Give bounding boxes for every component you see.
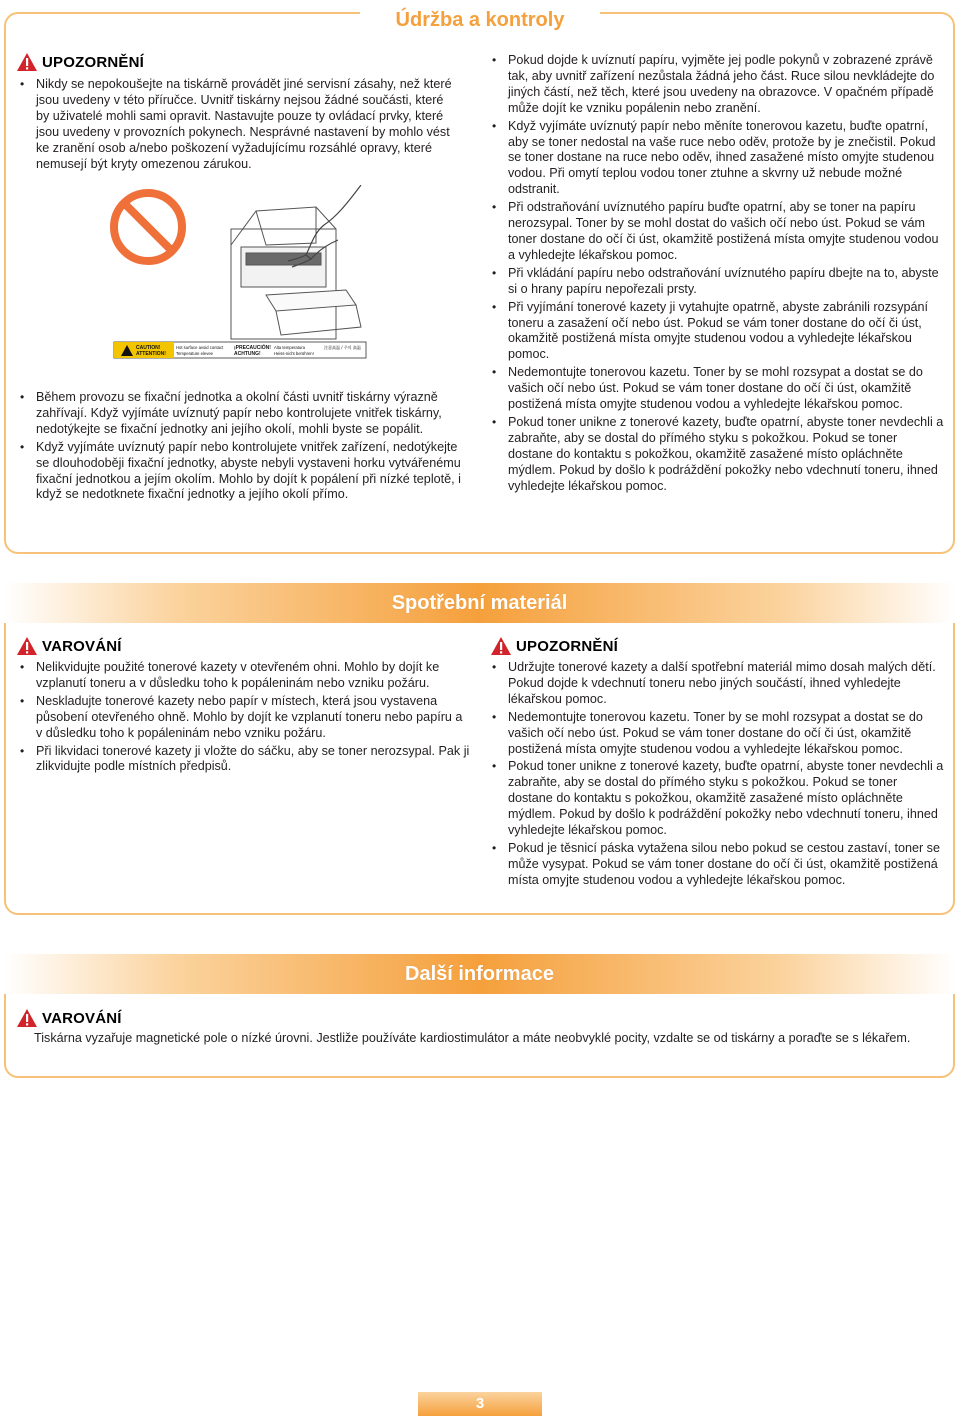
consumables-title: Spotřební materiál	[391, 592, 568, 614]
list-item: • Při vyjímání tonerové kazety ji vytahujte opatrně, abyste zabránili rozsypání toneru a zasažení očí nebo úst. Pokud se vám toner dostane do očí či úst, okamžitě postižená místa omyjte studenou vodou a vyhledejte lékařskou pomoc.	[490, 300, 945, 364]
list-item: • Neskladujte tonerové kazety nebo papír v místech, která jsou vystavena působení otevřeného ohně. Mohlo by dojít ke vzplanutí toneru nebo papíru a v důsledku toho k popáleninám nebo vzniku požáru.	[18, 694, 470, 742]
more-info-title: Další informace	[405, 963, 554, 985]
consumables-header	[4, 583, 955, 623]
svg-text:Alta temperatura: Alta temperatura	[274, 345, 305, 350]
printer-drawing	[231, 207, 361, 339]
list-item: • Nelikvidujte použité tonerové kazety v otevřeném ohni. Mohlo by dojít ke vzplanutí toneru a v důsledku toho k popáleninám nebo vzniku požáru.	[18, 660, 470, 692]
illustration-printer-no-touch	[106, 185, 368, 375]
svg-text:Heiss-nicht berühren!: Heiss-nicht berühren!	[274, 351, 314, 356]
page-number: 3	[418, 1392, 542, 1416]
more-info-warning-heading: VAROVÁNÍ	[16, 1008, 122, 1028]
svg-text:Temperature elevee: Temperature elevee	[176, 351, 214, 356]
warning-triangle-icon	[16, 1008, 38, 1028]
consumables-caution-heading: UPOZORNĚNÍ	[490, 636, 618, 656]
list-item: • Během provozu se fixační jednotka a okolní části uvnitř tiskárny výrazně zahřívají. Když vyjímáte uvíznutý papír nebo kontrolujete vnitřek tiskárny, nedotýkejte se fixační jednotky ani jejího okolí, mohli byste se popálit.	[18, 390, 468, 438]
list-item: • Pokud toner unikne z tonerové kazety, buďte opatrní, abyste toner nevdechli a zabraňte, aby se dostal do přímého styku s pokožkou. Pokud se toner dostane do kontaktu s pokožkou, okamžitě zasažené místo opláchněte mýdlem. Pokud by došlo k podráždění pokožky nebo vdechnutí toneru, ihned vyhledejte lékařskou pomoc.	[490, 415, 945, 495]
maintenance-left-list	[18, 390, 468, 505]
svg-text:注意高温 / 주의 高温: 注意高温 / 주의 高温	[324, 345, 361, 350]
more-info-header	[4, 954, 955, 994]
maintenance-caution-heading: UPOZORNĚNÍ	[16, 52, 144, 72]
consumables-warning-heading: VAROVÁNÍ	[16, 636, 122, 656]
maintenance-intro-list	[18, 77, 458, 174]
consumables-right-list	[490, 660, 945, 891]
list-item: • Pokud toner unikne z tonerové kazety, buďte opatrní, abyste toner nevdechli a zabraňte, aby se dostal do přímého styku s pokožkou. Pokud se toner dostane do kontaktu s pokožkou, okamžitě zasažené místo opláchněte mýdlem. Pokud by došlo k podráždění pokožky nebo vdechnutí toneru, ihned vyhledejte lékařskou pomoc.	[490, 759, 945, 839]
list-item: • Pokud je těsnicí páska vytažena silou nebo pokud se cestou zastaví, toner se může vysypat. Pokud se vám toner dostane do očí či úst, okamžitě postižená místa omyjte studenou vodou a vyhledejte lékařskou pomoc.	[490, 841, 945, 889]
list-item: • Nedemontujte tonerovou kazetu. Toner by se mohl rozsypat a dostat se do vašich očí nebo úst. Pokud se vám toner dostane do očí či úst, okamžitě postižená místa omyjte studenou vodou a vyhledejte lékařskou pomoc.	[490, 365, 945, 413]
list-item: • Pokud dojde k uvíznutí papíru, vyjměte jej podle pokynů v zobrazené zprávě tak, aby uvnitř zařízení nezůstala žádná jeho část. Ruce silou nevkládejte do jiných částí, než těch, které jsou uvedeny na obrazovce. V opačném případě může dojít ke vzniku popálenin nebo zranění.	[490, 53, 945, 117]
maintenance-title: Údržba a kontroly	[360, 6, 600, 34]
consumables-left-list	[18, 660, 470, 777]
warning-triangle-icon	[16, 52, 38, 72]
more-info-text: Tiskárna vyzařuje magnetické pole o nízké úrovni. Jestliže používáte kardiostimulátor a máte neobvyklé pocity, vzdalte se od tiskárny a poraďte se s lékařem.	[34, 1031, 911, 1045]
caution-label	[114, 342, 366, 358]
warning-triangle-icon	[16, 636, 38, 656]
svg-text:ATTENTION!: ATTENTION!	[136, 351, 166, 357]
svg-text:¡PRECAUCIÓN!: ¡PRECAUCIÓN!	[234, 345, 271, 351]
list-item: • Když vyjímáte uvíznutý papír nebo měníte tonerovou kazetu, buďte opatrní, aby se toner nedostal na vaše ruce nebo oděv, protože by je znečistil. Pokud se toner dostane na ruce nebo oděv, ihned zasažené místo omyjte studenou vodou. Při omytí teplou vodou toner ztuhne a skvrny už nebude možné odstranit.	[490, 119, 945, 199]
list-item: • Nikdy se nepokoušejte na tiskárně provádět jiné servisní zásahy, než které jsou uvedeny v této příručce. Uvnitř tiskárny nejsou žádné součásti, které by uživatelé mohli sami opravit. Nastavujte pouze ty ovládací prvky, které jsou uvedeny v provozních pokynech. Nesprávné nastavení by mohlo vést ke zranění osob a/nebo poškození vyžadujícímu rozsáhlé opravy, které nemusejí být kryty omezenou zárukou.	[18, 77, 458, 172]
warning-triangle-icon	[490, 636, 512, 656]
list-item: • Udržujte tonerové kazety a další spotřební materiál mimo dosah malých dětí. Pokud dojde k vdechnutí toneru nebo jiných součástí, ihned vyhledejte lékařskou pomoc.	[490, 660, 945, 708]
svg-text:ACHTUNG!: ACHTUNG!	[234, 351, 261, 357]
list-item: • Při likvidaci tonerové kazety ji vložte do sáčku, aby se toner nerozsypal. Pak ji zlikvidujte podle místních předpisů.	[18, 744, 470, 776]
list-item: • Při odstraňování uvíznutého papíru buďte opatrní, aby se toner na papíru nerozsypal. Toner by se mohl dostat do vašich očí nebo úst. Pokud se vám toner dostane do očí či úst, okamžitě postižená místa omyjte studenou vodou a vyhledejte lékařskou pomoc.	[490, 200, 945, 264]
list-item: • Při vkládání papíru nebo odstraňování uvíznutého papíru dbejte na to, abyste si o hrany papíru nepořezali prsty.	[490, 266, 945, 298]
list-item: • Nedemontujte tonerovou kazetu. Toner by se mohl rozsypat a dostat se do vašich očí nebo úst. Pokud se vám toner dostane do očí či úst, okamžitě postižená místa omyjte studenou vodou a vyhledejte lékařskou pomoc.	[490, 710, 945, 758]
svg-text:CAUTION!: CAUTION!	[136, 345, 161, 351]
no-touch-prohibition-icon	[114, 193, 182, 261]
list-item: • Když vyjímáte uvíznutý papír nebo kontrolujete vnitřek zařízení, nedotýkejte se dlouhodoběji fixační jednotky, abyste nebyli vystaveni horku vytvářenému fixační jednotkou a jejím okolím. Mohlo by dojít k popálení při nízké teplotě, i když se nedotknete fixační jednotky a jejího okolí přímo.	[18, 440, 468, 504]
svg-text:Hot surface avoid contact: Hot surface avoid contact	[176, 345, 224, 350]
maintenance-right-list	[490, 53, 945, 496]
